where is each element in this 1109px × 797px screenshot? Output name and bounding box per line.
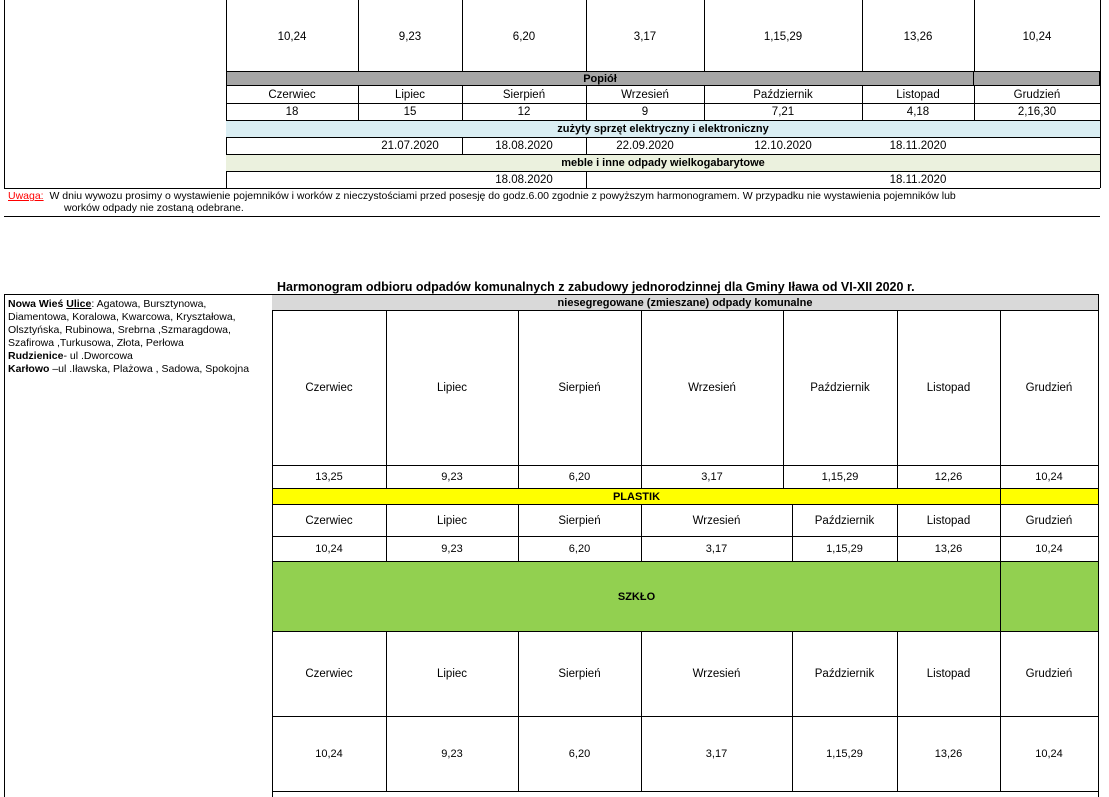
ash-value-wrzesien: 9 <box>641 106 649 118</box>
mixed-band <box>272 295 1098 310</box>
place-2-name: Rudzienice <box>8 350 64 362</box>
glass-month-wrzesien: Wrzesień <box>692 668 741 680</box>
place-1-name: Nowa Wieś <box>8 298 64 310</box>
ash-month-listopad: Listopad <box>896 89 940 101</box>
mixed-month-pazdziernik: Październik <box>810 381 870 394</box>
place-2-streets: - ul .Dworcowa <box>63 350 133 362</box>
place-1-prefix: Ulice <box>66 298 92 310</box>
ash-value-sierpien: 12 <box>517 106 531 118</box>
mixed-month-sierpien: Sierpień <box>558 381 601 394</box>
top-value-listopad: 13,26 <box>903 31 933 43</box>
electronics-date-3: 22.09.2020 <box>616 140 674 152</box>
glass-band <box>273 562 1000 631</box>
ash-title: Popiół <box>583 72 617 85</box>
ash-month-pazdziernik: Październik <box>753 89 813 101</box>
mixed-value-czerwiec: 13,25 <box>315 471 343 483</box>
notice-line-2: worków odpady nie zostaną odebrane. <box>64 202 244 214</box>
mixed-month-czerwiec: Czerwiec <box>305 381 353 394</box>
electronics-title: zużyty sprzęt elektryczny i elektroniczny <box>557 123 769 135</box>
glass-value-wrzesien: 3,17 <box>705 748 728 760</box>
plastic-value-wrzesien: 3,17 <box>705 543 728 555</box>
mixed-value-listopad: 12,26 <box>934 471 963 483</box>
glass-value-sierpien: 6,20 <box>568 748 591 760</box>
electronics-date-2: 18.08.2020 <box>495 140 553 152</box>
plastic-month-wrzesien: Wrzesień <box>692 514 741 527</box>
ash-value-grudzien: 2,16,30 <box>1017 106 1057 118</box>
ash-month-czerwiec: Czerwiec <box>268 89 316 101</box>
electronics-date-1: 21.07.2020 <box>381 140 439 152</box>
top-schedule-fragment <box>0 0 1109 222</box>
ash-value-pazdziernik: 7,21 <box>771 106 795 118</box>
ash-value-czerwiec: 18 <box>285 106 299 118</box>
glass-month-listopad: Listopad <box>926 668 971 680</box>
glass-month-lipiec: Lipiec <box>436 668 468 680</box>
place-1-streets: : Agatowa, Bursztynowa, Diamentowa, Koralowa, Kwarcowa, Kryształowa, Olsztyńska, Rubinowa, Srebrna ,Szmaragdowa, Szafirowa ,Turkusowa, Złota, Perłowa <box>8 298 236 349</box>
top-value-wrzesien: 3,17 <box>633 31 657 43</box>
electronics-date-5: 18.11.2020 <box>889 140 947 152</box>
bulky-date-2: 18.11.2020 <box>889 174 947 186</box>
plastic-month-listopad: Listopad <box>926 514 971 527</box>
mixed-month-wrzesien: Wrzesień <box>688 381 736 394</box>
plastic-month-pazdziernik: Październik <box>814 514 875 527</box>
plastic-month-czerwiec: Czerwiec <box>305 514 353 527</box>
plastic-month-lipiec: Lipiec <box>436 514 468 527</box>
plastic-value-listopad: 13,26 <box>934 543 963 555</box>
notice-line-1: W dniu wywozu prosimy o wystawienie pojemników i worków z nieczystościami przed posesję do godz.6.00 zgodnie z powyższym harmonogramem. W przypadku nie wystawienia pojemników lub <box>49 190 956 202</box>
glass-title: SZKŁO <box>617 590 656 603</box>
glass-month-grudzien: Grudzień <box>1025 668 1073 680</box>
plastic-value-pazdziernik: 1,15,29 <box>826 543 863 555</box>
ash-value-lipiec: 15 <box>403 106 417 118</box>
bulky-band <box>226 155 1100 171</box>
plastic-band <box>273 489 1000 504</box>
plastic-value-lipiec: 9,23 <box>441 543 463 555</box>
place-3-name: Karłowo <box>8 363 50 375</box>
schedule-title: Harmonogram odbioru odpadów komunalnych z zabudowy jednorodzinnej dla Gminy Iława od VI-XII 2020 r. <box>277 280 915 294</box>
bulky-title: meble i inne odpady wielkogabarytowe <box>561 157 765 169</box>
glass-value-pazdziernik: 1,15,29 <box>826 748 863 760</box>
plastic-title: PLASTIK <box>612 490 661 503</box>
mixed-value-pazdziernik: 1,15,29 <box>821 471 859 483</box>
glass-value-listopad: 13,26 <box>934 748 963 760</box>
location-text <box>8 298 270 376</box>
top-value-czerwiec: 10,24 <box>277 31 307 43</box>
ash-month-grudzien: Grudzień <box>1013 89 1061 101</box>
mixed-title: niesegregowane (zmieszane) odpady komunalne <box>557 296 813 309</box>
plastic-month-grudzien: Grudzień <box>1025 514 1073 527</box>
ash-value-listopad: 4,18 <box>906 106 930 118</box>
electronics-date-4: 12.10.2020 <box>754 140 812 152</box>
mixed-month-lipiec: Lipiec <box>436 381 468 394</box>
glass-month-pazdziernik: Październik <box>814 668 875 680</box>
mixed-month-listopad: Listopad <box>926 381 971 394</box>
ash-month-lipiec: Lipiec <box>394 89 426 101</box>
plastic-month-sierpien: Sierpień <box>558 514 601 527</box>
mixed-value-lipiec: 9,23 <box>441 471 463 483</box>
top-value-pazdziernik: 1,15,29 <box>763 31 803 43</box>
mixed-value-wrzesien: 3,17 <box>701 471 723 483</box>
plastic-value-czerwiec: 10,24 <box>315 543 343 555</box>
ash-band <box>226 71 974 86</box>
top-value-lipiec: 9,23 <box>398 31 422 43</box>
place-3-streets: –ul .Iławska, Plażowa , Sadowa, Spokojna <box>49 363 250 375</box>
glass-month-sierpien: Sierpień <box>558 668 601 680</box>
ash-month-wrzesien: Wrzesień <box>621 89 669 101</box>
top-value-sierpien: 6,20 <box>512 31 536 43</box>
glass-value-grudzien: 10,24 <box>1035 748 1063 760</box>
top-value-grudzien: 10,24 <box>1022 31 1052 43</box>
electronics-band <box>226 121 1100 137</box>
glass-value-lipiec: 9,23 <box>441 748 463 760</box>
glass-month-czerwiec: Czerwiec <box>305 668 353 680</box>
ash-month-sierpien: Sierpień <box>502 89 546 101</box>
mixed-value-grudzien: 10,24 <box>1035 471 1063 483</box>
bulky-date-1: 18.08.2020 <box>495 174 553 186</box>
notice-label: Uwaga: <box>8 190 44 202</box>
notice-text <box>8 190 1103 214</box>
plastic-value-grudzien: 10,24 <box>1035 543 1063 555</box>
plastic-value-sierpien: 6,20 <box>568 543 591 555</box>
mixed-month-grudzien: Grudzień <box>1025 381 1073 394</box>
mixed-value-sierpien: 6,20 <box>568 471 591 483</box>
glass-value-czerwiec: 10,24 <box>315 748 343 760</box>
